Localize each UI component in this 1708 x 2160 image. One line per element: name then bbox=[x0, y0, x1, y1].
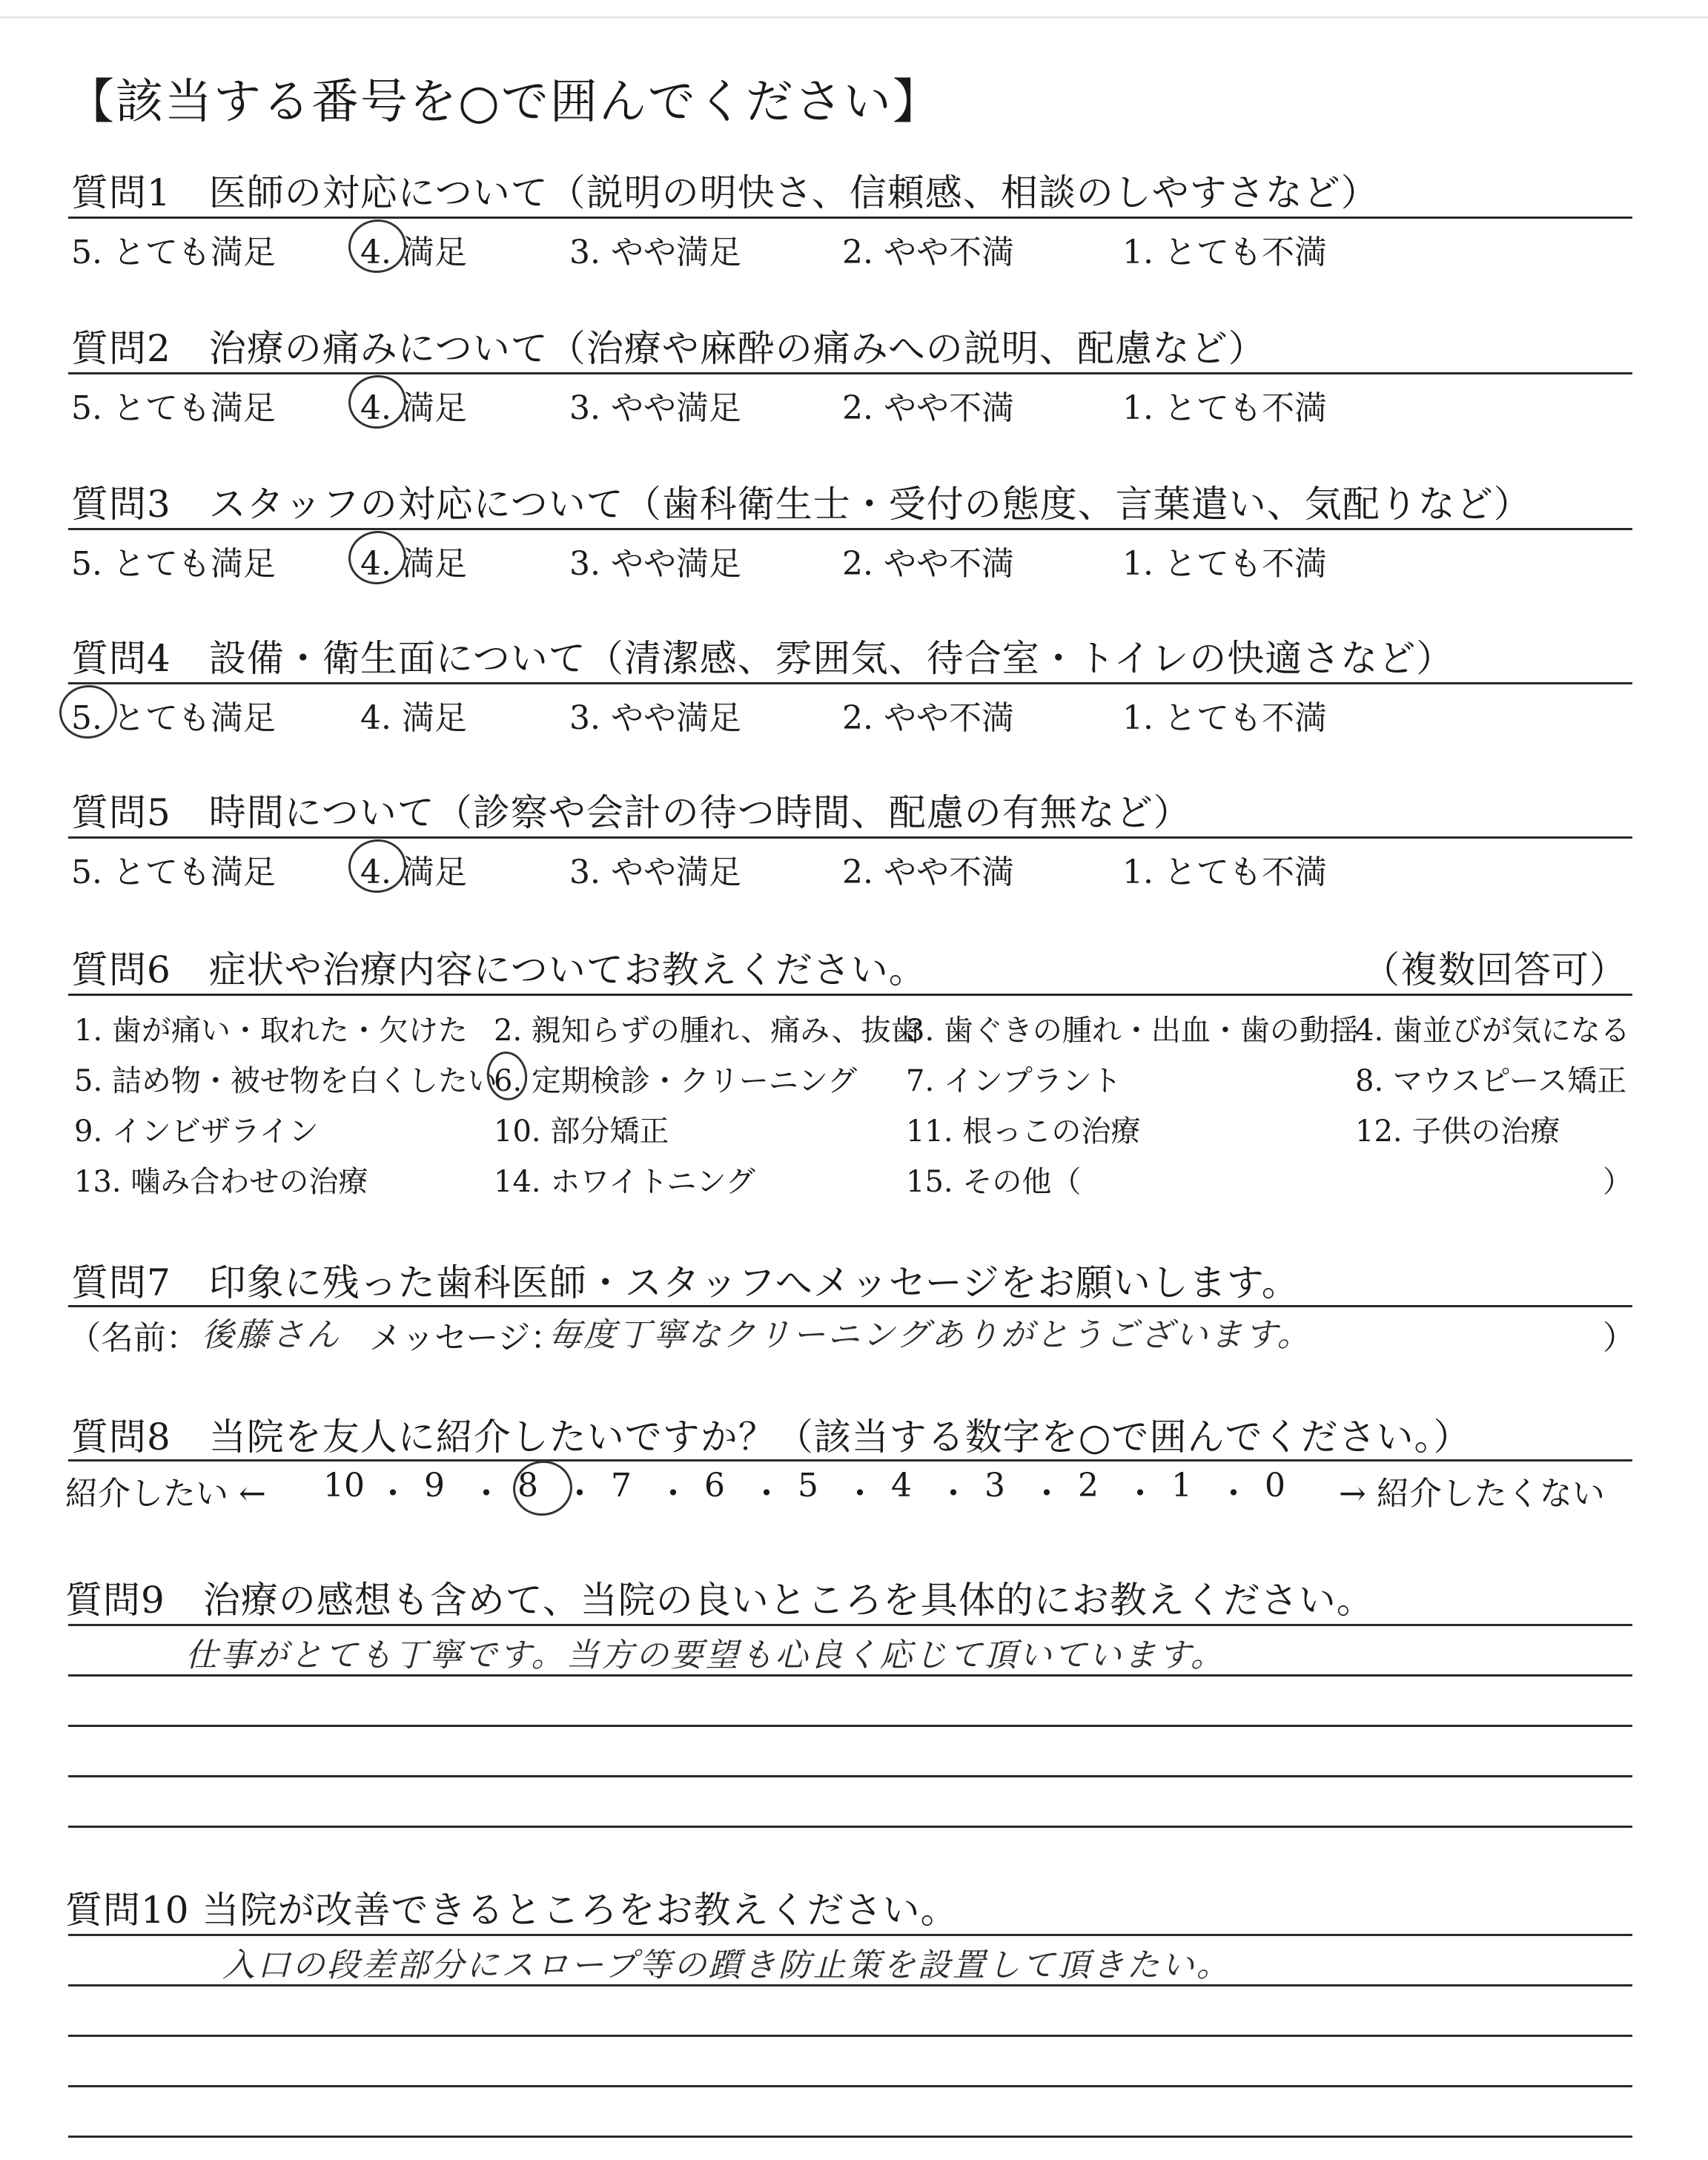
q8-scale-0: 0 bbox=[1265, 1467, 1285, 1505]
q9-line-1 bbox=[68, 1624, 1632, 1626]
q3-option-5: 5. とても満足 bbox=[71, 545, 276, 583]
q4-option-2: 2. やや不満 bbox=[842, 699, 1014, 737]
q4-option-1: 1. とても不満 bbox=[1122, 699, 1327, 737]
q10-answer: 入口の段差部分にスロープ等の躓き防止策を設置して頂きたい。 bbox=[222, 1946, 1231, 1984]
q1-option-2: 2. やや不満 bbox=[842, 234, 1014, 271]
q6-title: 質問6 症状や治療内容についてお教えください。 bbox=[71, 948, 927, 991]
q4-option-4: 4. 満足 bbox=[360, 699, 467, 737]
q6-option-1: 1. 歯が痛い・取れた・欠けた bbox=[74, 1014, 468, 1048]
q8-title: 質問8 当院を友人に紹介したいですか？（該当する数字を○で囲んでください。） bbox=[71, 1416, 1472, 1459]
q8-scale-separator: ・ bbox=[470, 1475, 503, 1513]
q5-option-3: 3. やや満足 bbox=[569, 853, 741, 891]
q8-scale-separator: ・ bbox=[377, 1475, 409, 1513]
q9-answer: 仕事がとても丁寧です。当方の要望も心良く応じて頂いています。 bbox=[185, 1636, 1225, 1674]
q8-scale-7: 7 bbox=[611, 1467, 632, 1505]
q6-option-2: 2. 親知らずの腫れ、痛み、抜歯 bbox=[494, 1014, 921, 1048]
q7-title: 質問7 印象に残った歯科医師・スタッフへメッセージをお願いします。 bbox=[71, 1261, 1300, 1304]
q8-scale-2: 2 bbox=[1078, 1467, 1099, 1505]
q6-option-9: 9. インビザライン bbox=[74, 1114, 319, 1149]
q10-line-5 bbox=[68, 2136, 1632, 2138]
q7-name-value: 後藤さん bbox=[202, 1316, 341, 1354]
q8-scale-6: 6 bbox=[704, 1467, 725, 1505]
q6-option-15: 15. その他（ bbox=[906, 1165, 1082, 1199]
q6-option-12: 12. 子供の治療 bbox=[1355, 1114, 1560, 1149]
q1-rule bbox=[68, 217, 1632, 219]
q9-line-4 bbox=[68, 1775, 1632, 1777]
q5-option-2: 2. やや不満 bbox=[842, 853, 1014, 891]
q7-name-label: （名前： bbox=[68, 1319, 199, 1357]
q8-scale-3: 3 bbox=[984, 1467, 1005, 1505]
q2-option-5: 5. とても満足 bbox=[71, 389, 276, 427]
q6-option-11: 11. 根っこの治療 bbox=[906, 1114, 1141, 1149]
q8-scale-separator: ・ bbox=[844, 1475, 876, 1513]
q6-note: （複数回答可） bbox=[1363, 948, 1627, 991]
q4-rule bbox=[68, 682, 1632, 684]
q6-option-8: 8. マウスピース矯正 bbox=[1355, 1064, 1627, 1098]
q5-option-5: 5. とても満足 bbox=[71, 853, 276, 891]
q8-scale-4: 4 bbox=[891, 1467, 912, 1505]
q2-title: 質問2 治療の痛みについて（治療や麻酔の痛みへの説明、配慮など） bbox=[71, 327, 1266, 370]
q6-option-7: 7. インプラント bbox=[906, 1064, 1122, 1098]
q9-title: 質問9 治療の感想も含めて、当院の良いところを具体的にお教えください。 bbox=[65, 1579, 1374, 1622]
q3-title: 質問3 スタッフの対応について（歯科衛生士・受付の態度、言葉遣い、気配りなど） bbox=[71, 483, 1532, 526]
q3-option-2: 2. やや不満 bbox=[842, 545, 1014, 583]
q6-option-3: 3. 歯ぐきの腫れ・出血・歯の動揺 bbox=[906, 1014, 1359, 1048]
q8-scale-1: 1 bbox=[1171, 1467, 1192, 1505]
q6-option-4: 4. 歯並びが気になる bbox=[1355, 1014, 1630, 1048]
q2-rule bbox=[68, 372, 1632, 374]
q3-rule bbox=[68, 528, 1632, 530]
q5-option-1: 1. とても不満 bbox=[1122, 853, 1327, 891]
q8-scale-separator: ・ bbox=[1124, 1475, 1156, 1513]
q6-rule bbox=[68, 994, 1632, 996]
q8-scale-separator: ・ bbox=[1030, 1475, 1063, 1513]
q8-scale-separator: ・ bbox=[563, 1475, 596, 1513]
q1-option-4: 4. 満足 bbox=[360, 234, 467, 271]
q5-title: 質問5 時間について（診察や会計の待つ時間、配慮の有無など） bbox=[71, 791, 1191, 834]
q5-rule bbox=[68, 836, 1632, 839]
q4-option-5: 5. とても満足 bbox=[71, 699, 276, 737]
q2-option-2: 2. やや不満 bbox=[842, 389, 1014, 427]
q7-close: ） bbox=[1603, 1319, 1635, 1357]
q10-line-2 bbox=[68, 1984, 1632, 1986]
q8-scale-separator: ・ bbox=[937, 1475, 970, 1513]
q4-title: 質問4 設備・衛生面について（清潔感、雰囲気、待合室・トイレの快適さなど） bbox=[71, 637, 1454, 680]
q1-option-1: 1. とても不満 bbox=[1122, 234, 1327, 271]
q8-scale-10: 10 bbox=[323, 1467, 365, 1505]
q10-line-4 bbox=[68, 2085, 1632, 2087]
q2-option-3: 3. やや満足 bbox=[569, 389, 741, 427]
q7-message-value: 毎度丁寧なクリーニングありがとうございます。 bbox=[549, 1316, 1312, 1354]
page-title: 【該当する番号を○で囲んでください】 bbox=[67, 75, 941, 130]
q6-option-14: 14. ホワイトニング bbox=[494, 1165, 755, 1199]
scan-edge bbox=[0, 16, 1708, 19]
q3-option-3: 3. やや満足 bbox=[569, 545, 741, 583]
q8-right-label: → 紹介したくない bbox=[1339, 1475, 1605, 1513]
q4-option-3: 3. やや満足 bbox=[569, 699, 741, 737]
q8-left-label: 紹介したい ← bbox=[65, 1475, 266, 1513]
q7-rule bbox=[68, 1305, 1632, 1307]
q6-option-5: 5. 詰め物・被せ物を白くしたい bbox=[74, 1064, 497, 1098]
q6-option-10: 10. 部分矯正 bbox=[494, 1114, 669, 1149]
q1-option-5: 5. とても満足 bbox=[71, 234, 276, 271]
q8-scale-9: 9 bbox=[424, 1467, 445, 1505]
q8-scale-8: 8 bbox=[517, 1467, 538, 1505]
q8-scale-5: 5 bbox=[798, 1467, 818, 1505]
q8-rule bbox=[68, 1459, 1632, 1462]
q6-option-13: 13. 噛み合わせの治療 bbox=[74, 1165, 368, 1199]
q10-line-1 bbox=[68, 1934, 1632, 1936]
q8-scale-separator: ・ bbox=[657, 1475, 689, 1513]
q6-option-6: 6. 定期検診・クリーニング bbox=[494, 1064, 858, 1098]
q6-other-close: ） bbox=[1603, 1165, 1632, 1199]
q9-line-2 bbox=[68, 1674, 1632, 1677]
q8-scale-separator: ・ bbox=[750, 1475, 783, 1513]
q10-title: 質問10 当院が改善できるところをお教えください。 bbox=[65, 1889, 959, 1932]
q7-message-label: メッセージ： bbox=[369, 1319, 563, 1357]
q9-line-3 bbox=[68, 1725, 1632, 1727]
q3-option-4: 4. 満足 bbox=[360, 545, 467, 583]
q8-scale-separator: ・ bbox=[1217, 1475, 1250, 1513]
q9-line-5 bbox=[68, 1826, 1632, 1828]
q3-option-1: 1. とても不満 bbox=[1122, 545, 1327, 583]
q1-title: 質問1 医師の対応について（説明の明快さ、信頼感、相談のしやすさなど） bbox=[71, 171, 1379, 214]
q1-option-3: 3. やや満足 bbox=[569, 234, 741, 271]
q2-option-1: 1. とても不満 bbox=[1122, 389, 1327, 427]
q5-option-4: 4. 満足 bbox=[360, 853, 467, 891]
q10-line-3 bbox=[68, 2035, 1632, 2037]
q2-option-4: 4. 満足 bbox=[360, 389, 467, 427]
